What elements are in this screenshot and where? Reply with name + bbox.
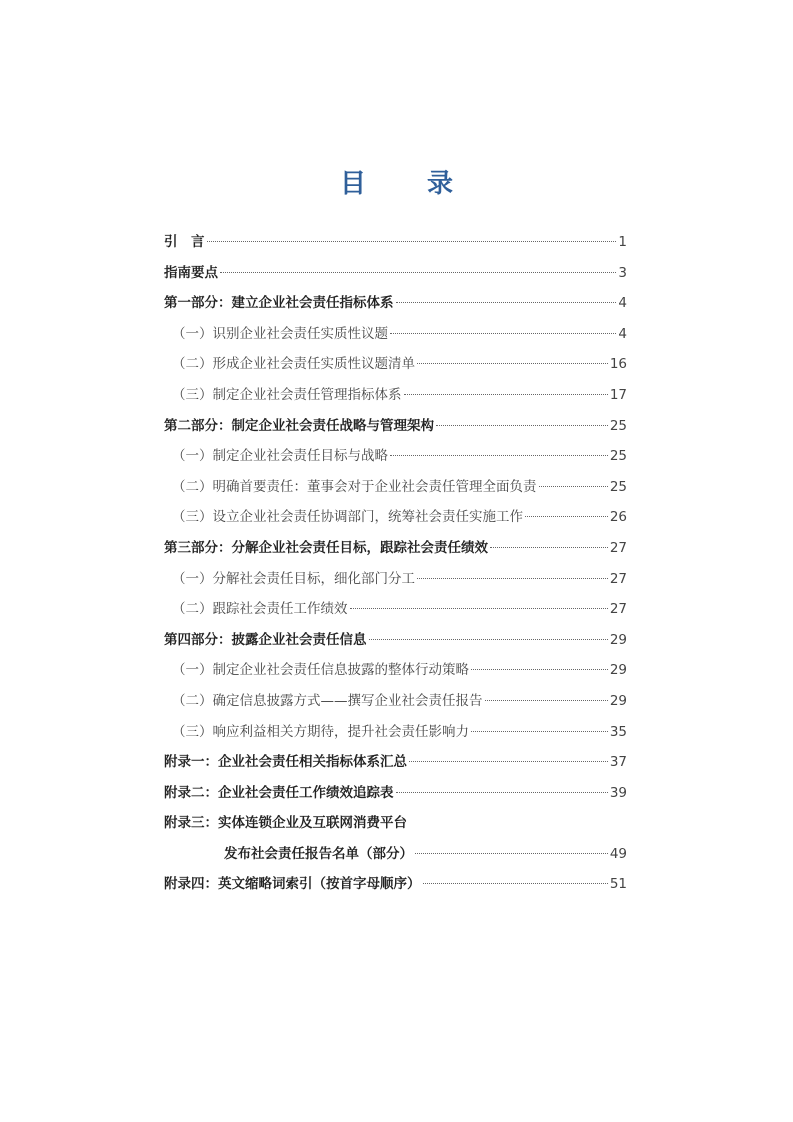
toc-entry[interactable] (164, 594, 627, 625)
dot-leader (404, 394, 608, 395)
toc-entry-title: （二）明确首要责任：董事会对于企业社会责任管理全面负责 (172, 478, 537, 495)
toc-entry-title: （二）形成企业社会责任实质性议题清单 (172, 356, 415, 373)
toc-entry-title: 第三部分：分解企业社会责任目标，跟踪社会责任绩效 (164, 539, 488, 556)
toc-entry[interactable] (164, 533, 627, 564)
toc-page-number: 27 (609, 539, 627, 556)
toc-entry[interactable] (164, 686, 627, 717)
toc-page-number: 39 (609, 784, 627, 801)
dot-leader (490, 547, 608, 548)
toc-entry[interactable] (164, 319, 627, 350)
toc-entry[interactable] (164, 839, 627, 870)
toc-entry[interactable] (164, 258, 627, 289)
toc-page-number: 17 (609, 386, 627, 403)
toc-entry[interactable] (164, 227, 627, 258)
dot-leader (436, 425, 608, 426)
toc-entry-title: 附录二：企业社会责任工作绩效追踪表 (164, 784, 394, 801)
toc-entry[interactable] (164, 717, 627, 748)
toc-entry[interactable] (164, 747, 627, 778)
dot-leader (369, 639, 608, 640)
toc-page-number: 3 (618, 264, 627, 281)
toc-entry-title: 发布社会责任报告名单（部分） (224, 845, 413, 862)
toc-entry[interactable] (164, 411, 627, 442)
toc-page-number: 26 (609, 509, 627, 526)
toc-entry-title: 引 言 (164, 234, 205, 250)
toc-page-number: 16 (609, 356, 627, 373)
dot-leader (220, 272, 616, 273)
toc-page-number: 35 (609, 723, 627, 740)
toc-entry-title: 第二部分：制定企业社会责任战略与管理架构 (164, 417, 434, 434)
toc-entry-title: （二）确定信息披露方式——撰写企业社会责任报告 (172, 692, 483, 709)
dot-leader (390, 333, 616, 334)
toc-page-number: 25 (609, 448, 627, 465)
toc-entry-title: （一）识别企业社会责任实质性议题 (172, 325, 388, 342)
dot-leader (415, 853, 608, 854)
toc-entry-title: （一）制定企业社会责任目标与战略 (172, 448, 388, 465)
toc-entry-title: （三）制定企业社会责任管理指标体系 (172, 386, 402, 403)
toc-entry[interactable] (164, 288, 627, 319)
dot-leader (423, 883, 608, 884)
toc-entry[interactable] (164, 778, 627, 809)
toc-entry[interactable] (164, 380, 627, 411)
toc-entry-title: 附录三：实体连锁企业及互联网消费平台 (164, 815, 407, 832)
toc-entry[interactable] (164, 441, 627, 472)
toc-entry[interactable] (164, 349, 627, 380)
toc-page-number: 29 (609, 692, 627, 709)
toc-entry-title: （一）分解社会责任目标，细化部门分工 (172, 570, 415, 587)
dot-leader (396, 302, 617, 303)
toc-entry-title: （三）响应利益相关方期待，提升社会责任影响力 (172, 723, 469, 740)
toc-entry-title: （一）制定企业社会责任信息披露的整体行动策略 (172, 662, 469, 679)
toc-entry[interactable] (164, 869, 627, 900)
toc-entry[interactable] (164, 808, 627, 839)
toc-entry-title: 指南要点 (164, 264, 218, 281)
page-title: 目 录 (339, 169, 480, 200)
dot-leader (207, 241, 617, 242)
dot-leader (417, 578, 608, 579)
dot-leader (471, 669, 608, 670)
toc-entry-title: 附录四：英文缩略词索引（按首字母顺序） (164, 876, 421, 893)
toc-page-number: 4 (618, 295, 627, 312)
toc-entry-title: 第一部分：建立企业社会责任指标体系 (164, 295, 394, 312)
dot-leader (539, 486, 608, 487)
toc-entry-title: （二）跟踪社会责任工作绩效 (172, 601, 348, 618)
toc-page-number: 51 (609, 876, 627, 893)
toc-page-number: 29 (609, 631, 627, 648)
toc-page-number: 27 (609, 570, 627, 587)
toc-entry[interactable] (164, 625, 627, 656)
dot-leader (350, 608, 608, 609)
dot-leader (409, 761, 608, 762)
dot-leader (525, 516, 608, 517)
dot-leader (390, 455, 608, 456)
toc-entry-title: （三）设立企业社会责任协调部门，统筹社会责任实施工作 (172, 509, 523, 526)
toc-page-number: 1 (618, 234, 627, 250)
toc-page-number: 37 (609, 754, 627, 771)
toc-entry[interactable] (164, 655, 627, 686)
toc-page-number: 25 (609, 417, 627, 434)
toc-page-number: 29 (609, 662, 627, 679)
table-of-contents (164, 227, 627, 900)
toc-page-number: 49 (609, 845, 627, 862)
dot-leader (471, 731, 608, 732)
toc-page-number: 4 (618, 325, 627, 342)
dot-leader (396, 792, 608, 793)
dot-leader (485, 700, 608, 701)
toc-entry[interactable] (164, 472, 627, 503)
toc-entry[interactable] (164, 502, 627, 533)
toc-page-number: 27 (609, 601, 627, 618)
dot-leader (417, 363, 608, 364)
toc-page-number: 25 (609, 478, 627, 495)
toc-entry-title: 第四部分：披露企业社会责任信息 (164, 631, 367, 648)
toc-entry[interactable] (164, 564, 627, 595)
toc-entry-title: 附录一：企业社会责任相关指标体系汇总 (164, 754, 407, 771)
